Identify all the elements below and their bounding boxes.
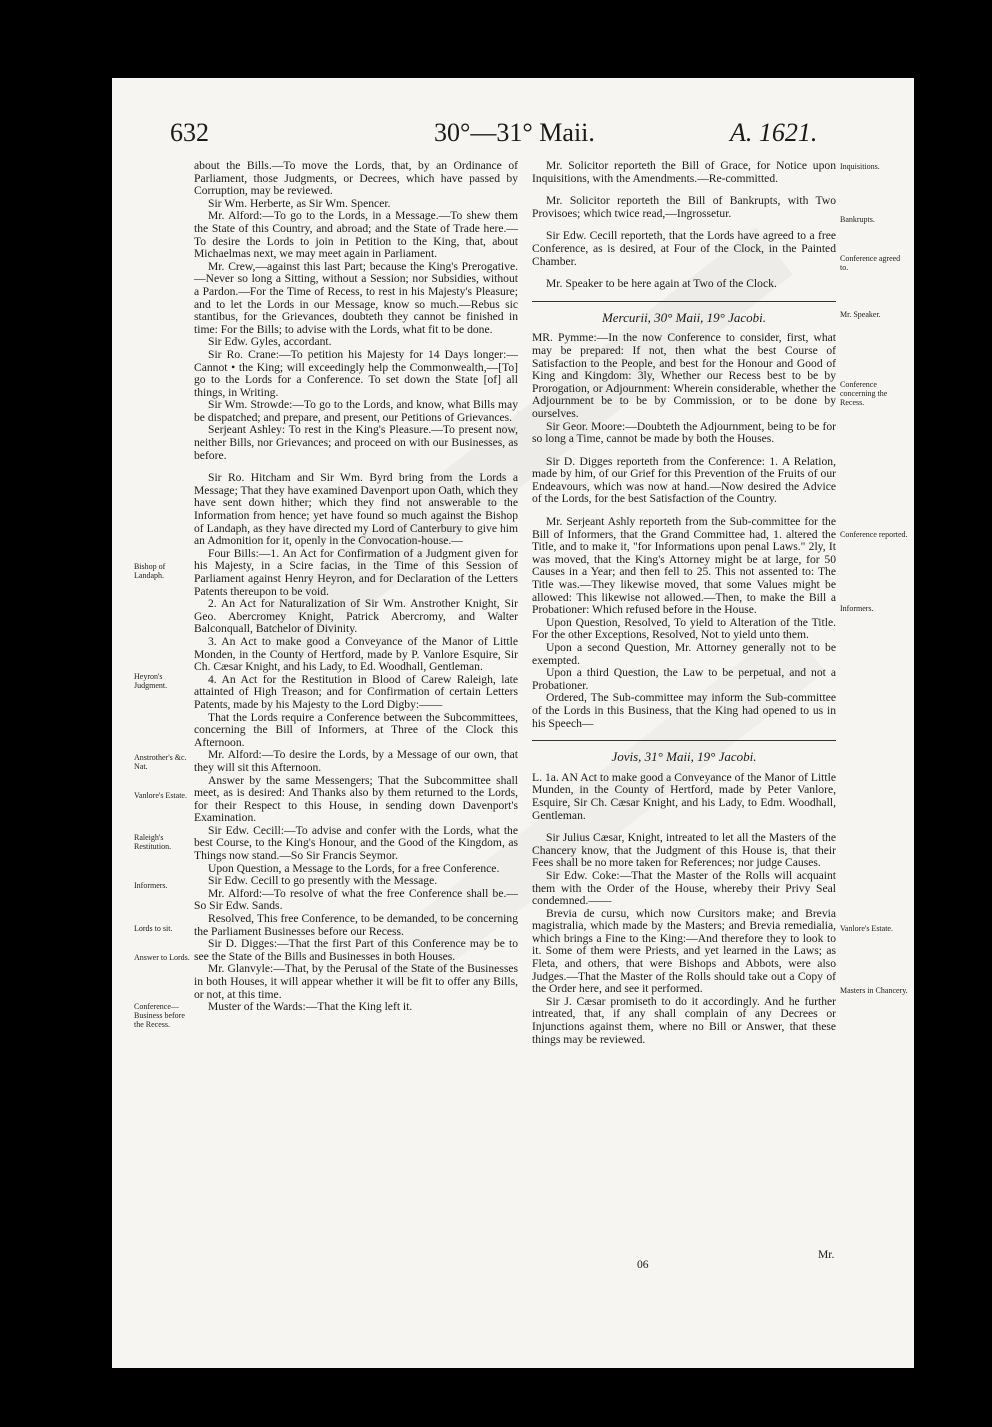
margin-note: Informers.	[134, 881, 168, 890]
right-column	[532, 160, 836, 1046]
paragraph: Sir Edw. Cecill to go presently with the Message.	[208, 874, 438, 888]
catchword: Mr.	[818, 1248, 835, 1261]
section-rule	[532, 740, 836, 741]
paragraph: Upon Question, Resolved, To yield to Alteration of the Title. For the other Exceptions, Resolved, Not to yield unto them.	[532, 615, 836, 642]
paragraph: Four Bills:—1. An Act for Confirmation of a Judgment given for his Majesty, in a Scire facias, in the Time of this Session of Parliament against Henry Heyron, and for Declaration of the Letters Patents thereupon to be void.	[194, 546, 518, 598]
paragraph: Sir Edw. Gyles, accordant.	[208, 335, 332, 349]
paragraph: Muster of the Wards:—That the King left it.	[208, 1000, 413, 1014]
margin-note: Conference concerning the Recess.	[840, 380, 888, 407]
paragraph: Brevia de cursu, which now Cursitors make; and Brevia magistralia, which made by the Masters; and Brevia remedialia, which brings a Fine to the King:—And therefore they to look to it. Some of them were Priests, and yet learned in the Laws; as Fleta, and others, that were Bishops and Abbots, were also Judges.—That the Master of the Rolls should take out a Copy of the Order here, and see it performed.	[532, 906, 836, 996]
margin-note: Inquisitions.	[840, 162, 880, 171]
paragraph: Sir D. Digges:—That the first Part of this Conference may be to see the State of the Bills and Businesses in both Houses.	[194, 937, 518, 963]
paragraph: 2. An Act for Naturalization of Sir Wm. Anstrother Knight, Sir Geo. Abercromey Knight, Patrick Abercromy, and Walter Balconquall, Batchelor of Divinity.	[194, 597, 518, 636]
paragraph: Mr. Solicitor reporteth the Bill of Bankrupts, with Two Provisoes; which twice read,—Ingrossetur.	[532, 194, 836, 220]
paragraph: Mr. Serjeant Ashly reporteth from the Sub-committee for the Bill of Informers, that the Grand Committee had, 1. altered the Title, and to make it, "for Informations upon penal Laws." 2ly, It was moved, that the King's Attorney might be at large, for 50 Causes in a Year; and then fell to 25. This not assented to: The Title was.—They likewise moved, that some Values might be allowed: This likewise not allowed.—Then, to make the Bill a Probationer: Which refused before in the House.	[532, 515, 836, 617]
page-header	[112, 118, 914, 158]
margin-note: Mr. Speaker.	[840, 310, 881, 319]
margin-note: Conference agreed to.	[840, 254, 901, 272]
paragraph: Upon a second Question, Mr. Attorney generally not to be exempted.	[532, 641, 836, 667]
paragraph: Mr. Alford:—To resolve of what the free Conference shall be.—So Sir Edw. Sands.	[194, 886, 518, 913]
paragraph: Serjeant Ashley: To rest in the King's Pleasure.—To present now, neither Bills, nor Grievances; and proceed on with our Businesses, as before.	[194, 423, 518, 462]
paragraph: 3. An Act to make good a Conveyance of the Manor of Little Monden, in the County of Hertford, made by P. Vanlore Esquire, Sir Ch. Cæsar Knight, and his Lady, to Ed. Woodhall, Gentleman.	[194, 634, 518, 674]
paragraph: 4. An Act for the Restitution in Blood of Carew Raleigh, late attainted of High Treason; and for Confirmation of certain Letters Patents, made by his Majesty to the Lord Digby:——	[194, 672, 518, 711]
margin-note: Lords to sit.	[134, 924, 173, 933]
paragraph: Sir Edw. Cecill:—To advise and confer with the Lords, what the best Course, to the King's Honour, and the Good of the Kingdom, as Things now stand.—So Sir Francis Seymor.	[194, 823, 518, 863]
page-number: 632	[170, 118, 209, 147]
paragraph: Sir Ro. Hitcham and Sir Wm. Byrd bring from the Lords a Message; That they have examined Davenport upon Oath, which they have sent down hither; which they find not answerable to the Information from hence; yet have found so much against the Bishop of Landaph, as they have directed my Lord of Canterbury to give him an Admonition for it, openly in the Convocation-house.—	[194, 471, 518, 548]
margin-note: Raleigh's Restitution.	[134, 833, 172, 851]
margin-note: Anstrother's &c. Nat.	[134, 753, 187, 771]
paragraph: L. 1a. AN Act to make good a Conveyance of the Manor of Little Munden, in the County of Hertford, made by Peter Vanlore, Esquire, Sir Ch. Cæsar Knight, and his Lady, to Edm. Woodhall, Gentleman.	[532, 770, 836, 822]
margin-note: Vanlore's Estate.	[134, 791, 187, 800]
paragraph: Mr. Crew,—against this last Part; because the King's Prerogative.—Never so long a Sitting, without a Session; nor Subsidies, without a Pardon.—For the Time of Recess, to rest in his Majesty's Pleasure; and to let the Lords in our Message, know so much.—Rebus sic stantibus, for the Grievances, doubteth they cannot be finished in time: For the Bills; to advise with the Lords, what fit to be done.	[194, 259, 518, 336]
paragraph: Mr. Solicitor reporteth the Bill of Grace, for Notice upon Inquisitions, with the Amendments.—Re-committed.	[532, 159, 836, 185]
day-heading: Mercurii, 30° Maii, 19° Jacobi.	[601, 309, 767, 325]
margin-note: Bankrupts.	[840, 215, 875, 224]
paragraph: Mr. Alford:—To desire the Lords, by a Message of our own, that they will sit this Afternoon.	[194, 748, 518, 774]
paragraph: Sir Edw. Coke:—That the Master of the Rolls will acquaint them with the Order of the House, whereby their Privy Seal condemned.——	[532, 868, 836, 908]
paragraph: Upon Question, a Message to the Lords, for a free Conference.	[208, 861, 500, 875]
margin-note: Vanlore's Estate.	[840, 924, 893, 933]
document-page	[112, 78, 914, 1368]
paragraph: Resolved, This free Conference, to be demanded, to be concerning the Parliament Businesses before our Recess.	[194, 912, 518, 938]
left-column	[194, 160, 518, 1014]
paragraph: Ordered, The Sub-committee may inform the Sub-committee of the Lords in this Business, that the King had opened to us in his Speech—	[532, 691, 836, 730]
margin-note: Masters in Chancery.	[840, 986, 908, 995]
day-heading: Jovis, 31° Maii, 19° Jacobi.	[611, 749, 757, 765]
paragraph: Sir D. Digges reporteth from the Conference: 1. A Relation, made by him, of our Grief for this Prevention of the Fruits of our Endeavours, which was now at hand.—Now desired the Advice of the Lords, for the best Satisfaction of the Country.	[532, 454, 836, 506]
paragraph: That the Lords require a Conference between the Subcommittees, concerning the Bill of Informers, at Three of the Clock this Afternoon.	[194, 710, 518, 749]
paragraph: Sir J. Cæsar promiseth to do it accordingly. And he further intreated, that, if any shall complain of any Decrees or Injunctions against them, where no Bill or Answer, that these things may be reviewed.	[532, 994, 836, 1046]
paragraph: Mr. Speaker to be here again at Two of the Clock.	[546, 277, 777, 291]
paragraph: MR. Pymme:—In the now Conference to consider, first, what may be prepared: If not, then what the best Course of Satisfaction to the People, and best for the Honour and Good of King and Kingdom: 3ly, Whether our Recess best to be by Prorogation, or Adjournment: Wherein considerable, whether the Adjournment be to be by Commission, or to be done by ourselves.	[532, 331, 836, 420]
paragraph: Upon a third Question, the Law to be perpetual, and not a Probationer.	[532, 666, 836, 692]
margin-note: Bishop of Landaph.	[134, 562, 166, 580]
paragraph: Sir Julius Cæsar, Knight, intreated to let all the Masters of the Chancery know, that the Judgment of this House is, that their Fees shall be no more taken for References; nor judge Causes.	[532, 831, 836, 870]
paragraph: Mr. Glanvyle:—That, by the Perusal of the State of the Businesses in both Houses, it will appear whether it will be fit to offer any Bills, or not, at this time.	[194, 962, 518, 1001]
margin-note: Conference—Business before the Recess.	[134, 1002, 185, 1029]
paragraph: Sir Ro. Crane:—To petition his Majesty for 14 Days longer:—Cannot • the King; will exceedingly help the Commonwealth,—[To] go to the Lords for a Conference. To set down the State [of] all things, in Writing.	[194, 347, 518, 399]
running-date: 30°—31° Maii.	[434, 118, 595, 147]
running-year: A. 1621.	[730, 118, 818, 147]
paragraph: Answer by the same Messengers; That the Subcommittee shall meet, as is desired: And Thanks also by them returned to the Lords, for their Respect to this House, in sending down Davenport's Examination.	[194, 773, 518, 825]
signature-mark: 06	[637, 1258, 649, 1271]
margin-note: Informers.	[840, 604, 874, 613]
section-rule	[532, 301, 836, 302]
margin-note: Conference reported.	[840, 530, 908, 539]
paragraph: Sir Edw. Cecill reporteth, that the Lords have agreed to a free Conference, as is desired, at Four of the Clock, in the Painted Chamber.	[532, 229, 836, 268]
paragraph: Mr. Alford:—To go to the Lords, in a Message.—To shew them the State of this Country, and abroad; and the State of Trade here.—To desire the Lords to join in Petition to the King, that, about Michaelmas next, we may meet again in Parliament.	[194, 209, 518, 261]
paragraph: Sir Wm. Strowde:—To go to the Lords, and know, what Bills may be dispatched; and prepare, and present, our Petitions of Grievances.	[194, 398, 518, 424]
paragraph: Sir Geor. Moore:—Doubteth the Adjournment, being to be for so long a Time, cannot be made by both the Houses.	[532, 419, 836, 446]
paragraph: about the Bills.—To move the Lords, that, by an Ordinance of Parliament, those Judgments, or Decrees, which have passed by Corruption, may be reviewed.	[194, 159, 518, 198]
margin-note: Heyron's Judgment.	[134, 672, 168, 690]
paragraph: Sir Wm. Herberte, as Sir Wm. Spencer.	[208, 196, 391, 210]
margin-note: Answer to Lords.	[134, 953, 190, 962]
